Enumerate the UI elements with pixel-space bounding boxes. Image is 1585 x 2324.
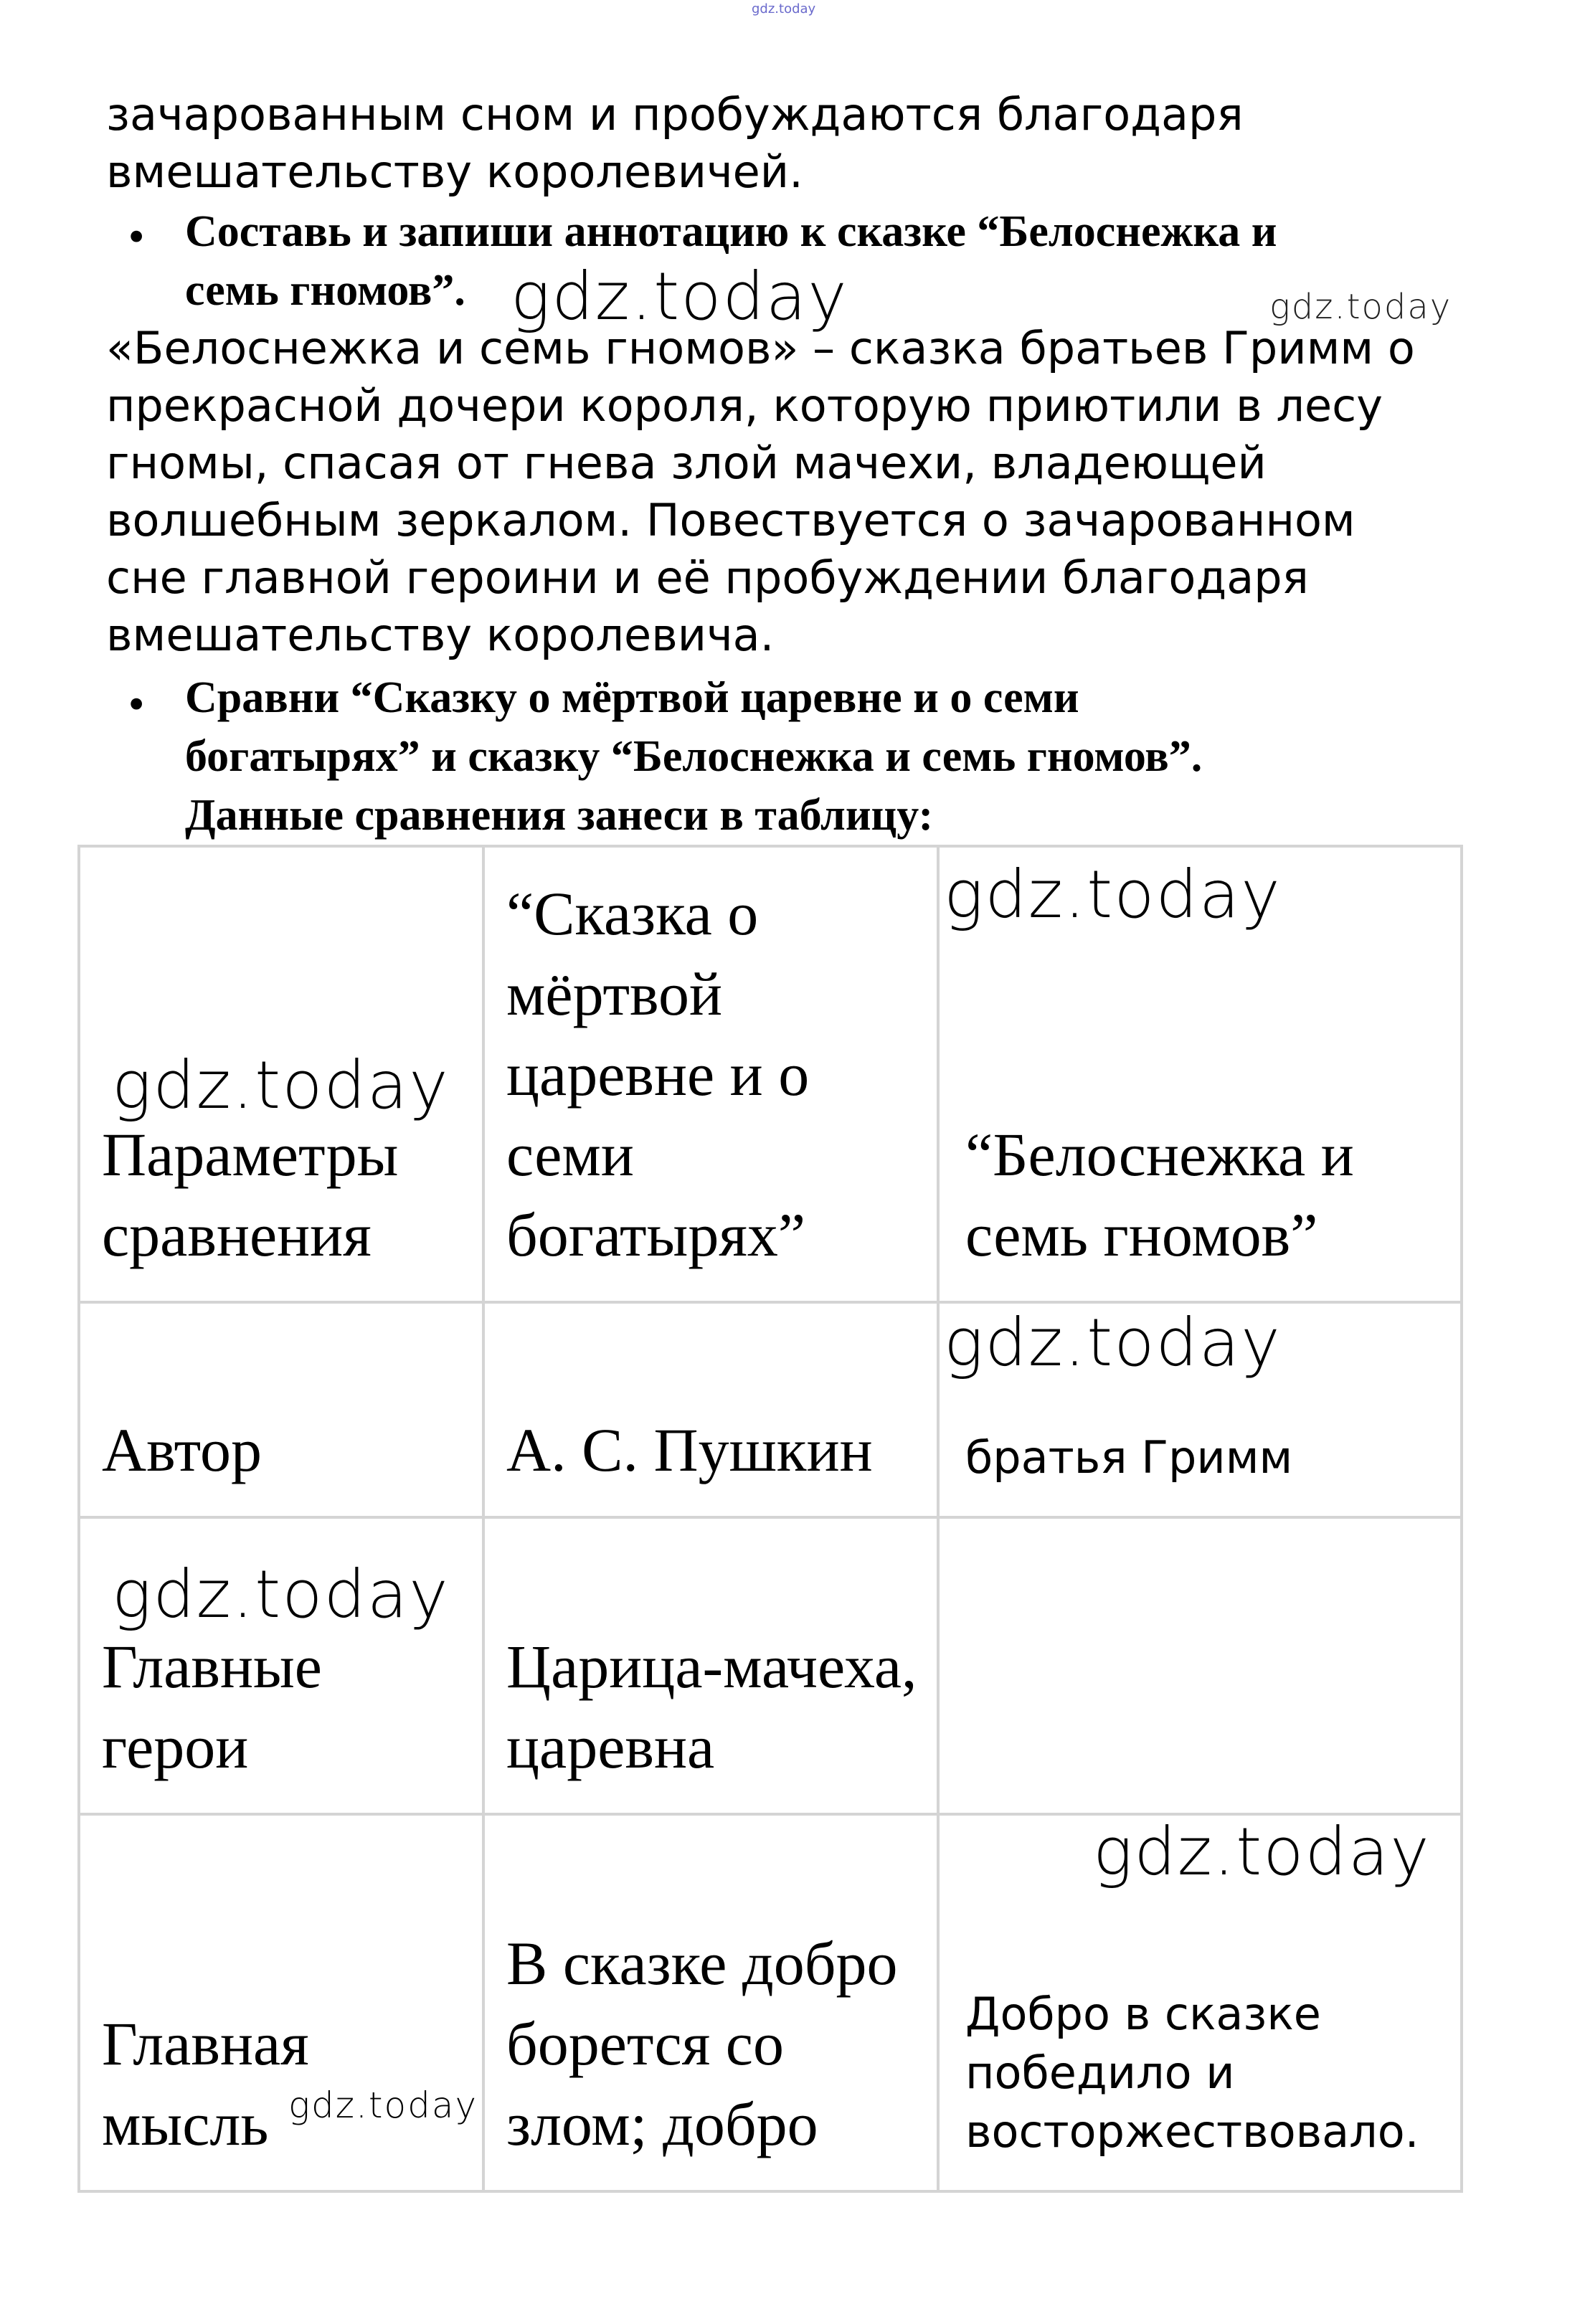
- intro-paragraph: [106, 86, 1512, 201]
- watermark-top: gdz.today: [752, 1, 816, 16]
- task-2-line-3: Данные сравнения занеси в таблицу:: [185, 791, 934, 840]
- task-2-line-2: богатырях” и сказку “Белоснежка и семь гномов”.: [185, 732, 1203, 781]
- row-param: Главная мысль: [102, 2009, 309, 2158]
- header-col1-cell: [483, 846, 938, 1302]
- row-col2-cell: [938, 1302, 1462, 1517]
- watermark: gdz.today: [511, 258, 848, 335]
- intro-line-1: зачарованным сном и пробуждаются благодаря: [106, 88, 1244, 141]
- watermark: gdz.today: [1093, 1813, 1431, 1890]
- task-2-heading: [185, 668, 1512, 845]
- header-col2: “Белоснежка и семь гномов”: [965, 1120, 1354, 1269]
- table-header-row: [79, 846, 1462, 1302]
- annotation-line-6: вмешательству королевича.: [106, 609, 775, 661]
- row-col1-cell: [483, 1302, 938, 1517]
- row-col2-cell: [938, 1814, 1462, 2191]
- annotation-line-5: сне главной героини и её пробуждении благодаря: [106, 551, 1309, 604]
- task-1-line-1: Составь и запиши аннотацию к сказке “Белоснежка и: [185, 207, 1277, 256]
- bullet-icon: •: [129, 213, 144, 260]
- row-param: Главные герои: [102, 1632, 322, 1781]
- header-col1: “Сказка о мёртвой царевне и о семи богатырях”: [506, 879, 810, 1269]
- row-col1: Царица-мачеха, царевна: [506, 1632, 917, 1781]
- header-param: Параметры сравнения: [102, 1120, 399, 1269]
- watermark: gdz.today: [1269, 287, 1452, 327]
- row-param-cell: [79, 1302, 483, 1517]
- table-row: [79, 1302, 1462, 1517]
- row-col2-cell: [938, 1517, 1462, 1814]
- task-2-line-1: Сравни “Сказку о мёртвой царевне и о семи: [185, 673, 1079, 722]
- watermark: gdz.today: [288, 2085, 478, 2126]
- row-col1: В сказке добро борется со злом; добро: [506, 1929, 898, 2158]
- header-param-cell: [79, 846, 483, 1302]
- annotation-line-1: «Белоснежка и семь гномов» – сказка братьев Гримм о: [106, 322, 1415, 374]
- header-col2-cell: [938, 846, 1462, 1302]
- watermark: gdz.today: [112, 1556, 450, 1633]
- comparison-table: [77, 845, 1463, 2193]
- intro-line-2: вмешательству королевичей.: [106, 146, 803, 198]
- annotation-line-2: прекрасной дочери короля, которую приютили в лесу: [106, 379, 1383, 432]
- row-col1-cell: [483, 1517, 938, 1814]
- row-param-cell: [79, 1517, 483, 1814]
- annotation-line-3: гномы, спасая от гнева злой мачехи, владеющей: [106, 437, 1267, 489]
- table-row: [79, 1517, 1462, 1814]
- table-row: [79, 1814, 1462, 2191]
- annotation-paragraph: [106, 320, 1512, 664]
- row-col2: Добро в сказке победило и восторжествовало.: [965, 1988, 1419, 2158]
- annotation-line-4: волшебным зеркалом. Повествуется о зачарованном: [106, 494, 1355, 546]
- row-col1-cell: [483, 1814, 938, 2191]
- row-param: Автор: [102, 1415, 262, 1484]
- row-col2: братья Гримм: [965, 1431, 1293, 1484]
- watermark: gdz.today: [944, 856, 1282, 933]
- task-1-line-2: семь гномов”.: [185, 266, 465, 315]
- row-col1: А. С. Пушкин: [506, 1415, 873, 1484]
- bullet-icon: •: [129, 680, 144, 727]
- watermark: gdz.today: [112, 1047, 450, 1124]
- watermark: gdz.today: [944, 1304, 1282, 1381]
- row-param-cell: [79, 1814, 483, 2191]
